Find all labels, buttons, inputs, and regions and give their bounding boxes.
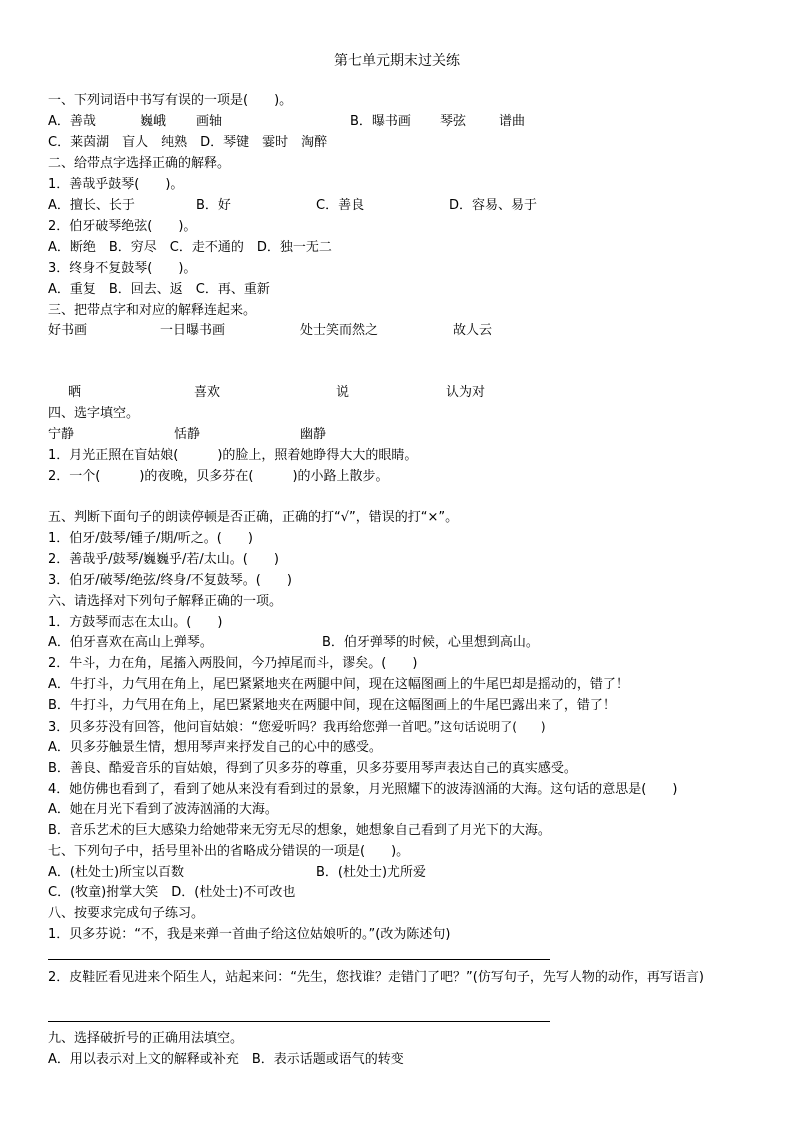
q7-stem: 七、下列句子中，括号里补出的省略成分错误的一项是( )。	[48, 844, 410, 859]
q3-meaning-4: 认为对	[446, 385, 486, 400]
q2-sub1-option-d: D．容易、易于	[449, 198, 538, 213]
q4-choice-2: 恬静	[174, 427, 201, 442]
q4-choice-3: 幽静	[300, 427, 327, 442]
q9-options: A．用以表示对上文的解释或补充 B．表示话题或语气的转变	[48, 1052, 404, 1067]
q2-sub3: 3．终身不复鼓琴( )。	[48, 261, 197, 276]
q6-sub3-tail: 这句话说明了( )	[440, 720, 546, 734]
q8-stem: 八、按要求完成句子练习。	[48, 906, 205, 921]
q6-sub3-text: 3．贝多芬没有回答，他问盲姑娘：“您爱听吗？我再给您弹一首吧。”	[48, 720, 441, 735]
q1-stem: 一、下列词语中书写有误的一项是( )。	[48, 93, 293, 108]
q7-options-cd: C．(牧童)拊掌大笑 D．(杜处士)不可改也	[48, 885, 296, 900]
q8-sub1: 1．贝多芬说：“不，我是来弹一首曲子给这位姑娘听的。”(改为陈述句)	[48, 927, 451, 942]
q2-sub1-option-c: C．善良	[316, 198, 365, 213]
q2-sub2-options: A．断绝 B．穷尽 C．走不通的 D．独一无二	[48, 240, 332, 255]
q2-sub1-option-b: B．好	[196, 198, 231, 213]
q6-sub1-option-b: B．伯牙弹琴的时候，心里想到高山。	[322, 635, 539, 650]
q6-sub3-option-b: B．善良、酷爱音乐的盲姑娘，得到了贝多芬的尊重，贝多芬要用琴声表达自己的真实感受。	[48, 761, 577, 776]
q6-sub2-option-b: B．牛打斗，力气用在角上，尾巴紧紧地夹在两腿中间，现在这幅图画上的牛尾巴露出来了，错了！	[48, 698, 616, 713]
q3-word-4: 故人云	[453, 323, 493, 338]
q3-stem: 三、把带点字和对应的解释连起来。	[48, 303, 257, 318]
q3-word-3: 处士笑而然之	[300, 323, 379, 338]
q5-sub2: 2．善哉乎/鼓琴/巍巍乎/若/太山。( )	[48, 552, 279, 567]
q5-sub1: 1．伯牙/鼓琴/锺子/期/听之。( )	[48, 531, 253, 546]
q1-option-a2: 巍峨	[140, 114, 167, 129]
q6-sub3	[48, 718, 546, 737]
q4-sub2: 2．一个( )的夜晚，贝多芬在( )的小路上散步。	[48, 469, 389, 484]
q6-stem: 六、请选择对下列句子解释正确的一项。	[48, 594, 283, 609]
q1-option-b: B．曝书画	[350, 114, 411, 129]
q4-choice-1: 宁静	[48, 427, 75, 442]
q3-word-2: 一日曝书画	[160, 323, 226, 338]
q8-sub2: 2．皮鞋匠看见进来个陌生人，站起来问：“先生，您找谁？走错门了吧？”(仿写句子，先写人物的动作，再写语言)	[48, 970, 704, 985]
q3-meaning-3: 说	[336, 385, 350, 400]
q6-sub4-option-b: B．音乐艺术的巨大感染力给她带来无穷无尽的想象，她想象自己看到了月光下的大海。	[48, 823, 551, 838]
q6-sub4: 4．她仿佛也看到了，看到了她从来没有看到过的景象，月光照耀下的波涛汹涌的大海。这句话的意思是( )	[48, 782, 678, 797]
q1-options-cd: C．莱茵湖 盲人 纯熟 D．琴键 霎时 淘醉	[48, 135, 328, 150]
q8-answer-line-1[interactable]	[48, 959, 550, 960]
q6-sub2-option-a: A．牛打斗，力气用在角上，尾巴紧紧地夹在两腿中间，现在这幅图画上的牛尾巴却是摇动的，错了！	[48, 677, 629, 692]
q4-stem: 四、选字填空。	[48, 406, 140, 421]
q2-sub1-option-a: A．擅长、长于	[48, 198, 135, 213]
q8-answer-line-2[interactable]	[48, 1021, 550, 1022]
q1-option-b2: 琴弦	[440, 114, 467, 129]
q3-word-1: 好书画	[48, 323, 88, 338]
q4-sub1: 1．月光正照在盲姑娘( )的脸上，照着她睁得大大的眼睛。	[48, 448, 418, 463]
q6-sub4-option-a: A．她在月光下看到了波涛汹涌的大海。	[48, 802, 278, 817]
q5-stem: 五、判断下面句子的朗读停顿是否正确，正确的打“√”，错误的打“×”。	[48, 510, 459, 525]
q3-meaning-2: 喜欢	[194, 385, 221, 400]
q1-option-b3: 谱曲	[499, 114, 526, 129]
q2-sub2: 2．伯牙破琴绝弦( )。	[48, 219, 197, 234]
q7-option-b: B．(杜处士)尤所爱	[316, 865, 427, 880]
q6-sub3-option-a: A．贝多芬触景生情，想用琴声来抒发自己的心中的感受。	[48, 740, 382, 755]
q1-option-a: A．善哉	[48, 114, 96, 129]
q2-stem: 二、给带点字选择正确的解释。	[48, 156, 231, 171]
q6-sub1-option-a: A．伯牙喜欢在高山上弹琴。	[48, 635, 213, 650]
q9-stem: 九、选择破折号的正确用法填空。	[48, 1031, 244, 1046]
q2-sub1: 1．善哉乎鼓琴( )。	[48, 177, 184, 192]
q2-sub3-options: A．重复 B．回去、返 C．再、重新	[48, 282, 270, 297]
q5-sub3: 3．伯牙/破琴/绝弦/终身/不复鼓琴。( )	[48, 573, 292, 588]
page-title: 第七单元期末过关练	[334, 53, 460, 69]
q1-option-a3: 画轴	[196, 114, 223, 129]
q3-meaning-1: 晒	[68, 385, 82, 400]
q7-option-a: A．(杜处士)所宝以百数	[48, 865, 185, 880]
q6-sub2: 2．牛斗，力在角，尾搐入两股间，今乃掉尾而斗，谬矣。( )	[48, 656, 418, 671]
q6-sub1: 1．方鼓琴而志在太山。( )	[48, 615, 223, 630]
